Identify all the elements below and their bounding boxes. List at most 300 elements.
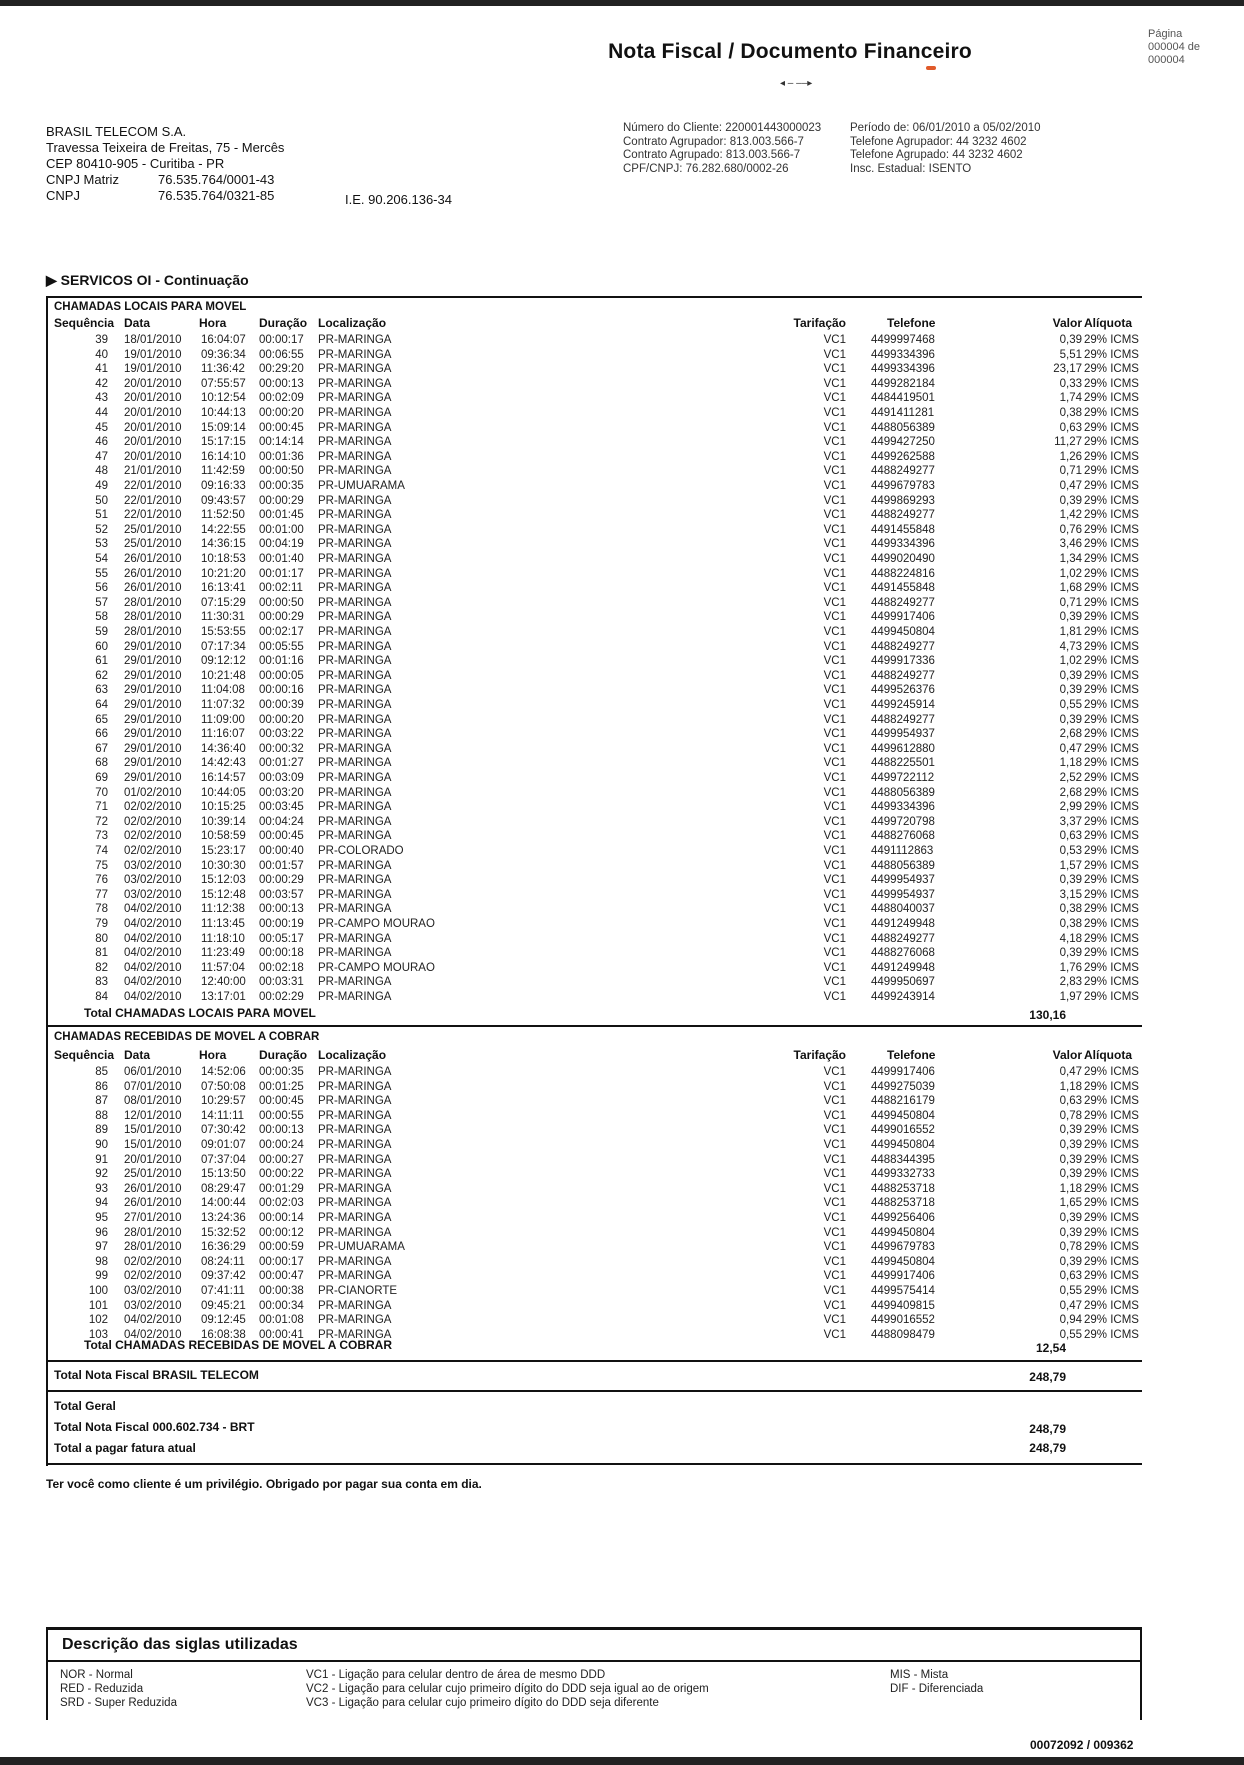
cell-valor: 0,63	[1059, 830, 1082, 843]
cell-seq: 92	[95, 1168, 108, 1181]
col-hora: Hora	[199, 316, 227, 330]
cell-date: 25/01/2010	[124, 523, 182, 536]
cell-localizacao: PR-MARINGA	[318, 742, 392, 755]
table-row	[54, 348, 1142, 363]
cell-hora: 16:13:41	[201, 582, 246, 595]
cell-hora: 10:29:57	[201, 1095, 246, 1108]
cell-valor: 0,71	[1059, 596, 1082, 609]
cell-seq: 103	[88, 1328, 108, 1341]
cell-aliquota: 29% ICMS	[1084, 918, 1139, 930]
cell-hora: 16:14:57	[201, 772, 246, 784]
cell-telefone: 4499016552	[871, 1124, 935, 1137]
page-number: 000004 de	[1148, 41, 1200, 53]
cell-duracao: 00:00:41	[259, 1328, 304, 1341]
cell-aliquota: 29% ICMS	[1084, 509, 1139, 522]
cell-tarifacao: VC1	[823, 596, 846, 609]
table-row	[54, 917, 1142, 932]
cell-tarifacao: VC1	[823, 684, 846, 697]
cell-duracao: 00:00:27	[259, 1153, 304, 1166]
cell-duracao: 00:29:20	[259, 363, 304, 376]
cell-hora: 09:01:07	[201, 1139, 246, 1151]
cell-date: 04/02/2010	[124, 976, 182, 989]
table-row	[54, 596, 1142, 611]
page-indicator	[1148, 28, 1228, 67]
cell-date: 02/02/2010	[124, 801, 182, 814]
cell-seq: 60	[95, 640, 108, 653]
cell-telefone: 4499282184	[871, 377, 935, 390]
cell-tarifacao: VC1	[823, 494, 846, 507]
cell-telefone: 4491249948	[871, 961, 935, 974]
cell-duracao: 00:00:32	[259, 742, 304, 755]
cell-date: 18/01/2010	[124, 334, 182, 346]
cell-aliquota: 29% ICMS	[1084, 1109, 1139, 1122]
legend-item: SRD - Super Reduzida	[60, 1697, 177, 1709]
cell-telefone: 4488249277	[871, 509, 935, 522]
cell-aliquota: 29% ICMS	[1084, 786, 1139, 799]
table-row	[54, 990, 1142, 1005]
legend-item: NOR - Normal	[60, 1669, 133, 1681]
cell-aliquota: 29% ICMS	[1084, 567, 1139, 580]
table-row	[54, 1138, 1142, 1153]
cell-date: 26/01/2010	[124, 553, 182, 565]
cnpj-row	[46, 188, 284, 204]
cell-seq: 89	[95, 1124, 108, 1137]
cell-hora: 07:37:04	[201, 1153, 246, 1166]
cell-valor: 1,02	[1059, 567, 1082, 580]
contrato-agrupado: Contrato Agrupado: 813.003.566-7	[623, 149, 801, 161]
cell-tarifacao: VC1	[823, 728, 846, 741]
cell-duracao: 00:00:50	[259, 465, 304, 478]
bottom-scan-edge	[0, 1757, 1244, 1765]
cell-hora: 07:30:42	[201, 1124, 246, 1137]
cell-hora: 15:09:14	[201, 421, 246, 434]
cell-valor: 0,71	[1059, 465, 1082, 478]
cell-duracao: 00:00:34	[259, 1299, 304, 1312]
cell-telefone: 4488344395	[871, 1153, 935, 1166]
cell-localizacao: PR-MARINGA	[318, 699, 392, 711]
cpf-cnpj: CPF/CNPJ: 76.282.680/0002-26	[623, 162, 789, 175]
cell-valor: 1,18	[1059, 1080, 1082, 1093]
cell-telefone: 4499612880	[871, 742, 935, 755]
cell-date: 04/02/2010	[124, 991, 182, 1003]
table-row	[54, 756, 1142, 771]
cell-localizacao: PR-MARINGA	[318, 932, 392, 945]
cell-tarifacao: VC1	[823, 1255, 846, 1268]
cell-valor: 0,47	[1059, 1299, 1082, 1312]
cell-telefone: 4488249277	[871, 640, 935, 653]
cell-valor: 3,15	[1059, 888, 1082, 901]
cell-telefone: 4499917406	[871, 1270, 935, 1283]
group1-total-label: Total CHAMADAS LOCAIS PARA MOVEL	[84, 1006, 316, 1020]
cell-date: 03/02/2010	[124, 859, 182, 872]
table-row	[54, 479, 1142, 494]
table-row	[54, 742, 1142, 757]
group1-total-value: 130,16	[1029, 1008, 1066, 1022]
cell-seq: 42	[95, 377, 108, 390]
col-duracao: Duração	[259, 316, 308, 330]
cell-telefone: 4499243914	[871, 991, 935, 1003]
table-row	[54, 1094, 1142, 1109]
cell-aliquota: 29% ICMS	[1084, 596, 1139, 609]
table-row	[54, 1299, 1142, 1314]
cell-duracao: 00:03:45	[259, 801, 304, 814]
group2-total-value: 12,54	[1035, 1341, 1066, 1355]
cell-duracao: 00:00:29	[259, 611, 304, 624]
cell-tarifacao: VC1	[823, 1314, 846, 1327]
cell-hora: 10:21:20	[201, 567, 246, 580]
cell-seq: 53	[95, 538, 108, 551]
cell-localizacao: PR-MARINGA	[318, 1124, 392, 1137]
cell-date: 22/01/2010	[124, 480, 182, 492]
cell-date: 29/01/2010	[124, 728, 182, 741]
cell-date: 25/01/2010	[124, 1168, 182, 1181]
cell-duracao: 00:00:29	[259, 874, 304, 887]
cell-aliquota: 29% ICMS	[1084, 611, 1139, 624]
cell-localizacao: PR-MARINGA	[318, 874, 392, 887]
cell-tarifacao: VC1	[823, 582, 846, 595]
cell-duracao: 00:01:45	[259, 509, 304, 522]
cell-telefone: 4488276068	[871, 947, 935, 960]
cell-seq: 78	[95, 903, 108, 916]
cell-aliquota: 29% ICMS	[1084, 991, 1139, 1003]
cell-valor: 0,63	[1059, 1270, 1082, 1283]
cell-hora: 11:12:38	[201, 903, 245, 916]
cell-telefone: 4499334396	[871, 538, 935, 551]
cell-hora: 16:08:38	[201, 1328, 246, 1341]
cell-telefone: 4488249277	[871, 713, 935, 726]
cell-duracao: 00:00:19	[259, 918, 304, 930]
table-row	[54, 464, 1142, 479]
table-row	[54, 1182, 1142, 1197]
telefone-agrupado: Telefone Agrupado: 44 3232 4602	[850, 149, 1023, 161]
col-aliquota: Alíquota	[1084, 1048, 1132, 1062]
cell-telefone: 4491411281	[871, 407, 935, 419]
cell-hora: 13:17:01	[201, 991, 246, 1003]
cell-valor: 0,39	[1059, 874, 1082, 887]
document-title: Nota Fiscal / Documento Financeiro	[608, 40, 972, 63]
table-row	[54, 581, 1142, 596]
cell-valor: 0,39	[1059, 1212, 1082, 1224]
cell-localizacao: PR-MARINGA	[318, 991, 392, 1003]
cell-localizacao: PR-MARINGA	[318, 611, 392, 624]
table-row	[54, 494, 1142, 509]
group1-table-header	[54, 316, 1142, 330]
cell-aliquota: 29% ICMS	[1084, 436, 1139, 449]
cell-telefone: 4499450804	[871, 1255, 935, 1268]
col-tarifacao: Tarifação	[793, 316, 846, 330]
cell-localizacao: PR-MARINGA	[318, 903, 392, 916]
cell-date: 02/02/2010	[124, 845, 182, 857]
cell-valor: 3,46	[1059, 538, 1082, 551]
cell-aliquota: 29% ICMS	[1084, 888, 1139, 901]
cell-aliquota: 29% ICMS	[1084, 728, 1139, 741]
table-row	[54, 975, 1142, 990]
cell-telefone: 4499722112	[871, 772, 935, 784]
cell-hora: 10:18:53	[201, 553, 246, 565]
cell-localizacao: PR-UMUARAMA	[318, 480, 405, 492]
table-row	[54, 771, 1142, 786]
cell-localizacao: PR-MARINGA	[318, 684, 392, 697]
table-row	[54, 669, 1142, 684]
section-title	[46, 272, 249, 289]
cell-telefone: 4499575414	[871, 1285, 935, 1297]
cell-hora: 15:53:55	[201, 626, 246, 638]
cnpj-matriz-row	[46, 172, 284, 188]
total-pagar-value: 248,79	[1029, 1441, 1066, 1455]
cell-seq: 63	[95, 684, 108, 697]
cell-duracao: 00:00:45	[259, 1095, 304, 1108]
cell-hora: 11:57:04	[201, 961, 245, 974]
cell-hora: 16:04:07	[201, 334, 246, 346]
cell-telefone: 4488040037	[871, 903, 935, 916]
cell-localizacao: PR-MARINGA	[318, 772, 392, 784]
cell-date: 29/01/2010	[124, 713, 182, 726]
cell-localizacao: PR-MARINGA	[318, 348, 392, 361]
cell-tarifacao: VC1	[823, 436, 846, 449]
cell-telefone: 4499256406	[871, 1212, 935, 1224]
cell-seq: 58	[95, 611, 108, 624]
company-address2: CEP 80410-905 - Curitiba - PR	[46, 156, 225, 171]
cell-valor: 1,26	[1059, 450, 1082, 463]
cell-date: 03/02/2010	[124, 888, 182, 901]
cell-duracao: 00:02:11	[259, 582, 303, 595]
cell-localizacao: PR-MARINGA	[318, 523, 392, 536]
cell-date: 06/01/2010	[124, 1066, 182, 1078]
cell-telefone: 4499954937	[871, 888, 935, 901]
cell-tarifacao: VC1	[823, 421, 846, 434]
cell-date: 20/01/2010	[124, 436, 182, 449]
cell-tarifacao: VC1	[823, 523, 846, 536]
cell-duracao: 00:00:55	[259, 1109, 304, 1122]
table-row	[54, 1255, 1142, 1270]
cell-localizacao: PR-CAMPO MOURAO	[318, 918, 435, 930]
table-row	[54, 333, 1142, 348]
cell-valor: 0,63	[1059, 421, 1082, 434]
periodo: Período de: 06/01/2010 a 05/02/2010	[850, 122, 1041, 134]
cell-date: 26/01/2010	[124, 1182, 182, 1195]
cell-localizacao: PR-MARINGA	[318, 1109, 392, 1122]
cell-tarifacao: VC1	[823, 626, 846, 638]
cell-duracao: 00:01:27	[259, 757, 304, 770]
cell-seq: 39	[95, 334, 108, 346]
cell-localizacao: PR-MARINGA	[318, 392, 392, 405]
cell-hora: 16:14:10	[201, 450, 246, 463]
table-row	[54, 1153, 1142, 1168]
cell-telefone: 4488056389	[871, 786, 935, 799]
cell-hora: 08:24:11	[201, 1255, 245, 1268]
cell-hora: 08:29:47	[201, 1182, 246, 1195]
table-row	[54, 727, 1142, 742]
cell-hora: 15:17:15	[201, 436, 246, 449]
cell-hora: 11:52:50	[201, 509, 245, 522]
cell-valor: 0,47	[1059, 742, 1082, 755]
cell-valor: 23,17	[1053, 363, 1082, 376]
cell-telefone: 4488216179	[871, 1095, 935, 1108]
cell-valor: 0,55	[1059, 699, 1082, 711]
table-row	[54, 523, 1142, 538]
cell-tarifacao: VC1	[823, 1095, 846, 1108]
table-row	[54, 362, 1142, 377]
cell-aliquota: 29% ICMS	[1084, 947, 1139, 960]
cell-telefone: 4491455848	[871, 582, 935, 595]
col-telefone: Telefone	[887, 1048, 936, 1062]
cell-duracao: 00:02:03	[259, 1197, 304, 1210]
cell-localizacao: PR-MARINGA	[318, 377, 392, 390]
cell-hora: 15:32:52	[201, 1226, 246, 1239]
cell-tarifacao: VC1	[823, 450, 846, 463]
table-row	[54, 1080, 1142, 1095]
cell-localizacao: PR-MARINGA	[318, 1095, 392, 1108]
cell-valor: 2,68	[1059, 786, 1082, 799]
table-row	[54, 377, 1142, 392]
cell-tarifacao: VC1	[823, 1270, 846, 1283]
cell-tarifacao: VC1	[823, 1109, 846, 1122]
cell-tarifacao: VC1	[823, 553, 846, 565]
table-row	[54, 873, 1142, 888]
cell-localizacao: PR-MARINGA	[318, 582, 392, 595]
table-row	[54, 1226, 1142, 1241]
cell-seq: 102	[88, 1314, 108, 1327]
table-row	[54, 713, 1142, 728]
cell-aliquota: 29% ICMS	[1084, 465, 1139, 478]
cell-tarifacao: VC1	[823, 1168, 846, 1181]
company-info	[46, 124, 284, 204]
cell-hora: 11:18:10	[201, 932, 245, 945]
table-row	[54, 888, 1142, 903]
cell-localizacao: PR-MARINGA	[318, 757, 392, 770]
cell-seq: 99	[95, 1270, 108, 1283]
cell-tarifacao: VC1	[823, 392, 846, 405]
cnpj-label: CNPJ	[46, 188, 80, 203]
cell-duracao: 00:00:13	[259, 1124, 304, 1137]
col-tarifacao: Tarifação	[793, 1048, 846, 1062]
page-total: 000004	[1148, 54, 1185, 66]
cell-tarifacao: VC1	[823, 1241, 846, 1254]
cell-seq: 43	[95, 392, 108, 405]
cell-telefone: 4491249948	[871, 918, 935, 930]
cell-date: 03/02/2010	[124, 1299, 182, 1312]
cell-localizacao: PR-MARINGA	[318, 1197, 392, 1210]
table-row	[54, 1211, 1142, 1226]
cell-hora: 11:09:00	[201, 713, 245, 726]
cell-date: 26/01/2010	[124, 1197, 182, 1210]
group2-divider	[46, 1360, 1142, 1362]
cell-seq: 85	[95, 1066, 108, 1078]
cell-seq: 65	[95, 713, 108, 726]
cell-telefone: 4488249277	[871, 596, 935, 609]
cell-hora: 09:16:33	[201, 480, 246, 492]
cell-seq: 68	[95, 757, 108, 770]
cell-date: 20/01/2010	[124, 377, 182, 390]
col-localizacao: Localização	[318, 316, 387, 330]
totals-divider	[46, 1390, 1142, 1392]
play-triangle-icon: ▶	[46, 272, 57, 288]
cell-date: 04/02/2010	[124, 932, 182, 945]
cell-duracao: 00:00:50	[259, 596, 304, 609]
cell-aliquota: 29% ICMS	[1084, 626, 1139, 638]
cell-valor: 0,55	[1059, 1285, 1082, 1297]
cell-seq: 40	[95, 348, 108, 361]
cell-date: 25/01/2010	[124, 538, 182, 551]
cell-date: 28/01/2010	[124, 626, 182, 638]
cell-localizacao: PR-MARINGA	[318, 1212, 392, 1224]
cell-telefone: 4499334396	[871, 363, 935, 376]
cell-duracao: 00:02:18	[259, 961, 304, 974]
total-nf-value: 248,79	[1029, 1370, 1066, 1384]
cell-telefone: 4499450804	[871, 1226, 935, 1239]
cell-valor: 4,73	[1059, 640, 1082, 653]
cell-hora: 09:45:21	[201, 1299, 246, 1312]
cell-aliquota: 29% ICMS	[1084, 450, 1139, 463]
cnpj-matriz-value: 76.535.764/0001-43	[158, 172, 275, 187]
table-row	[54, 1269, 1142, 1284]
cell-tarifacao: VC1	[823, 859, 846, 872]
cell-hora: 10:39:14	[201, 815, 246, 828]
cell-tarifacao: VC1	[823, 961, 846, 974]
cell-telefone: 4499409815	[871, 1299, 935, 1312]
cell-aliquota: 29% ICMS	[1084, 1139, 1139, 1151]
cell-localizacao: PR-MARINGA	[318, 1182, 392, 1195]
cell-localizacao: PR-MARINGA	[318, 421, 392, 434]
cell-duracao: 00:14:14	[259, 436, 304, 449]
cell-date: 27/01/2010	[124, 1212, 182, 1224]
cell-date: 20/01/2010	[124, 407, 182, 419]
cell-duracao: 00:00:40	[259, 845, 304, 857]
cell-duracao: 00:00:24	[259, 1139, 304, 1151]
cell-aliquota: 29% ICMS	[1084, 1168, 1139, 1181]
cell-hora: 12:40:00	[201, 976, 246, 989]
cell-seq: 70	[95, 786, 108, 799]
cell-aliquota: 29% ICMS	[1084, 976, 1139, 989]
cell-hora: 07:50:08	[201, 1080, 246, 1093]
cell-telefone: 4499332733	[871, 1168, 935, 1181]
cell-date: 20/01/2010	[124, 392, 182, 405]
cell-seq: 56	[95, 582, 108, 595]
cell-aliquota: 29% ICMS	[1084, 1328, 1139, 1341]
cell-date: 04/02/2010	[124, 961, 182, 974]
cell-aliquota: 29% ICMS	[1084, 494, 1139, 507]
cell-telefone: 4499950697	[871, 976, 935, 989]
cell-valor: 3,37	[1059, 815, 1082, 828]
legend-item: VC3 - Ligação para celular cujo primeiro dígito do DDD seja diferente	[306, 1697, 659, 1709]
cell-localizacao: PR-MARINGA	[318, 567, 392, 580]
cell-valor: 2,52	[1059, 772, 1082, 784]
table-row	[54, 859, 1142, 874]
cell-valor: 0,39	[1059, 1226, 1082, 1239]
col-duracao: Duração	[259, 1048, 308, 1062]
cell-valor: 1,76	[1059, 961, 1082, 974]
cell-duracao: 00:03:31	[259, 976, 304, 989]
cell-aliquota: 29% ICMS	[1084, 669, 1139, 682]
cell-seq: 101	[88, 1299, 108, 1312]
cell-telefone: 4499334396	[871, 348, 935, 361]
cell-valor: 0,39	[1059, 684, 1082, 697]
cell-telefone: 4499262588	[871, 450, 935, 463]
cell-localizacao: PR-MARINGA	[318, 888, 392, 901]
cell-seq: 77	[95, 888, 108, 901]
cell-seq: 96	[95, 1226, 108, 1239]
cell-date: 21/01/2010	[124, 465, 182, 478]
cell-seq: 69	[95, 772, 108, 784]
cell-aliquota: 29% ICMS	[1084, 377, 1139, 390]
cell-hora: 16:36:29	[201, 1241, 246, 1254]
cell-telefone: 4488056389	[871, 421, 935, 434]
cell-date: 04/02/2010	[124, 1314, 182, 1327]
cell-date: 20/01/2010	[124, 421, 182, 434]
cell-duracao: 00:00:17	[259, 1255, 304, 1268]
table-row	[54, 1123, 1142, 1138]
legend-item: RED - Reduzida	[60, 1683, 144, 1695]
